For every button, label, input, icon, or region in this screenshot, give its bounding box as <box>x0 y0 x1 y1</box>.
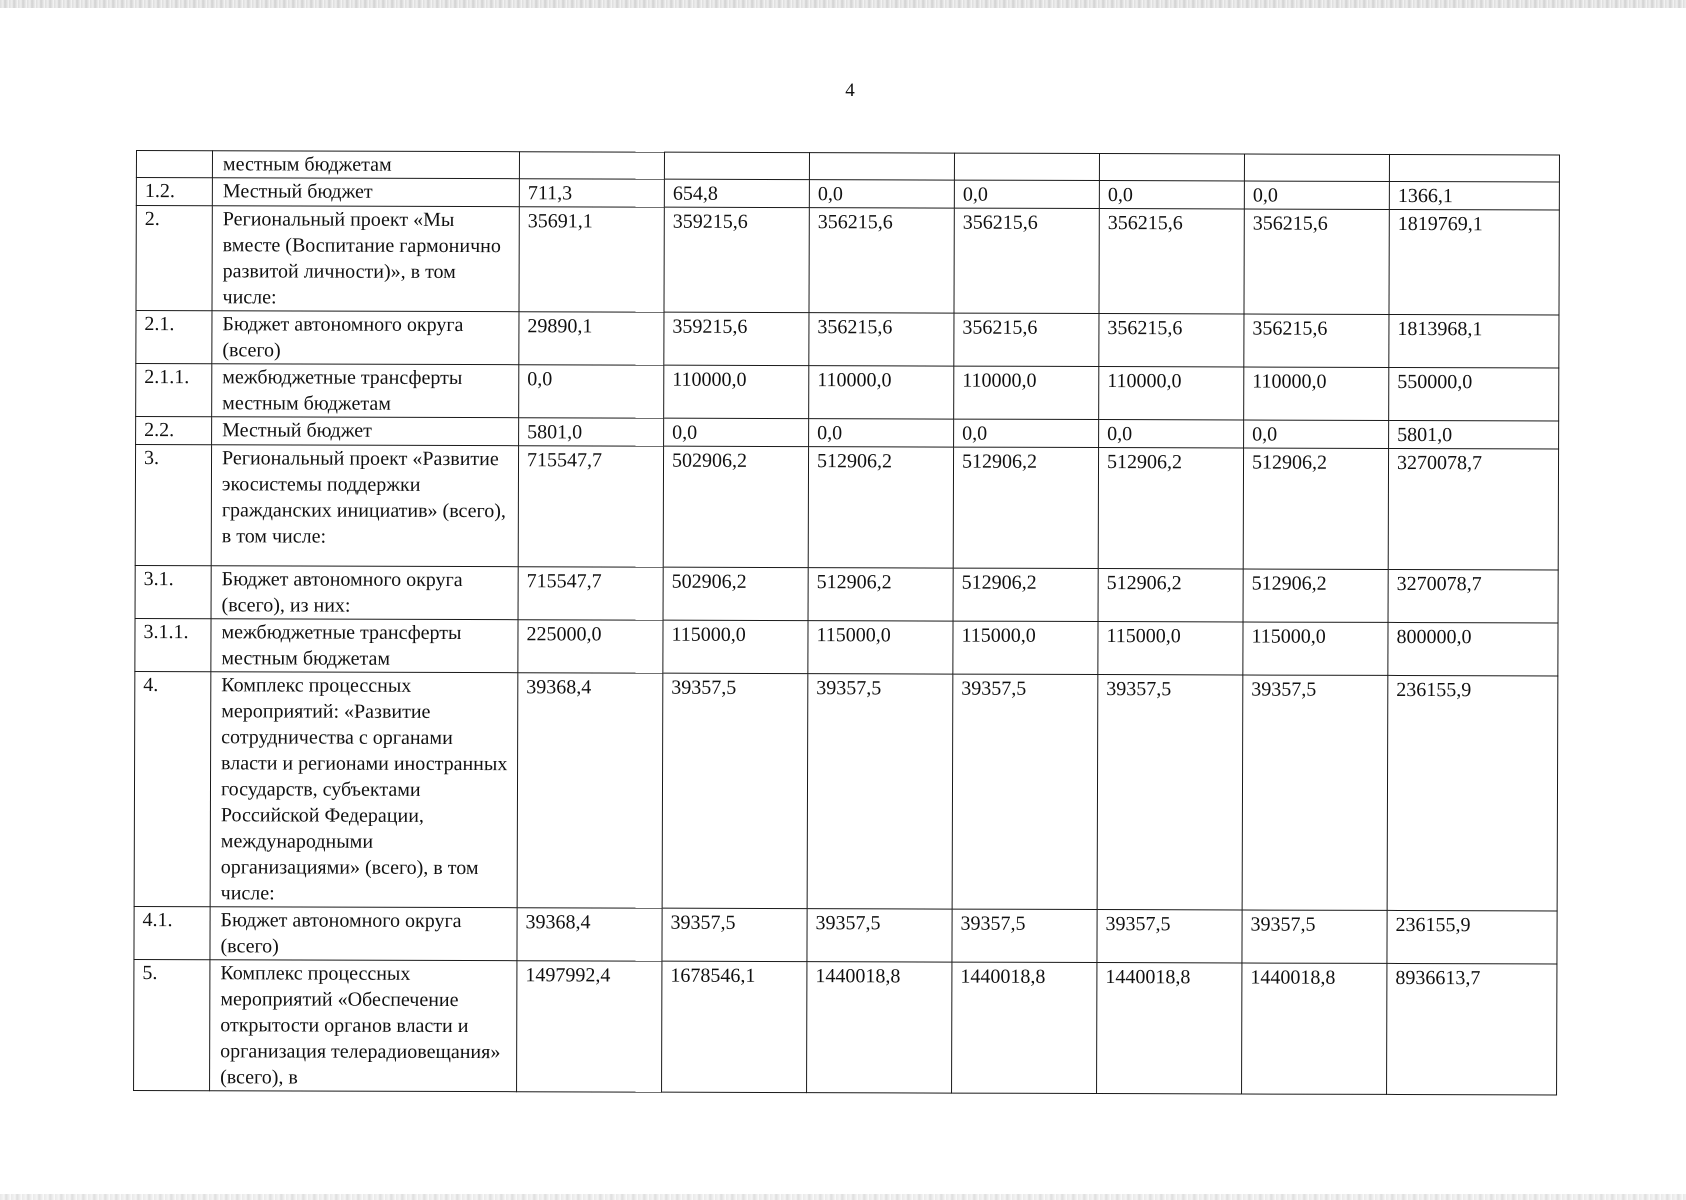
value-cell: 1440018,8 <box>952 962 1097 1093</box>
row-index: 2. <box>136 206 212 311</box>
table-row <box>136 417 1559 449</box>
table-row <box>134 959 1557 1094</box>
value-cell: 115000,0 <box>953 621 1098 674</box>
table-row <box>135 618 1558 675</box>
table-body <box>134 151 1560 1095</box>
value-cell: 39357,5 <box>1242 910 1387 963</box>
table-row <box>136 178 1559 210</box>
value-cell: 0,0 <box>954 419 1099 447</box>
value-cell: 0,0 <box>954 180 1099 208</box>
value-cell <box>1099 154 1244 181</box>
row-index: 4.1. <box>134 906 210 959</box>
value-cell: 225000,0 <box>518 620 663 673</box>
value-cell: 356215,6 <box>954 208 1099 313</box>
value-cell: 5801,0 <box>519 418 664 446</box>
value-cell: 3270078,7 <box>1388 448 1558 570</box>
row-index: 4. <box>134 671 211 906</box>
value-cell: 356215,6 <box>809 313 954 366</box>
table-row <box>136 311 1559 368</box>
value-cell: 512906,2 <box>1098 569 1243 622</box>
value-cell <box>1389 154 1559 182</box>
value-cell: 1497992,4 <box>517 961 662 1092</box>
row-name: местным бюджетам <box>212 151 519 179</box>
row-name: Местный бюджет <box>212 178 519 207</box>
row-index: 2.1. <box>136 311 212 364</box>
value-cell: 0,0 <box>1244 181 1389 209</box>
value-cell <box>519 152 664 179</box>
value-cell <box>664 152 809 179</box>
value-cell: 3270078,7 <box>1388 569 1558 623</box>
value-cell: 39357,5 <box>952 909 1097 962</box>
value-cell: 512906,2 <box>1098 448 1243 569</box>
value-cell: 654,8 <box>664 179 809 207</box>
row-name: Комплекс процессных мероприятий: «Развитие сотрудничества с органами власти и регионами иностранных государств, субъектами Российской Федерации, международными организациями» (всего), в том числе: <box>210 672 518 908</box>
table-row <box>134 671 1558 910</box>
value-cell: 0,0 <box>519 365 664 418</box>
table-row <box>136 364 1559 421</box>
value-cell: 115000,0 <box>1243 622 1388 675</box>
value-cell: 0,0 <box>809 419 954 447</box>
budget-table-wrapper <box>133 150 1559 1095</box>
value-cell: 512906,2 <box>953 568 1098 621</box>
table-row <box>136 151 1559 182</box>
budget-table <box>133 150 1560 1095</box>
value-cell: 715547,7 <box>518 446 663 567</box>
value-cell: 512906,2 <box>808 568 953 621</box>
table-row <box>136 206 1559 315</box>
row-index: 3.1. <box>135 565 211 618</box>
value-cell: 39357,5 <box>662 673 808 908</box>
value-cell: 115000,0 <box>808 621 953 674</box>
row-name: межбюджетные трансферты местным бюджетам <box>211 619 518 673</box>
value-cell: 715547,7 <box>518 567 663 620</box>
value-cell: 502906,2 <box>663 446 808 567</box>
row-name: Бюджет автономного округа (всего) <box>210 907 517 961</box>
row-index: 1.2. <box>136 178 212 206</box>
value-cell: 356215,6 <box>1244 314 1389 367</box>
row-index: 2.2. <box>136 417 212 445</box>
value-cell: 110000,0 <box>1244 367 1389 420</box>
value-cell: 115000,0 <box>1098 622 1243 675</box>
value-cell: 356215,6 <box>809 208 954 313</box>
value-cell: 550000,0 <box>1389 367 1559 421</box>
value-cell: 512906,2 <box>808 447 953 568</box>
value-cell: 110000,0 <box>664 365 809 418</box>
value-cell: 502906,2 <box>663 567 808 620</box>
value-cell: 236155,9 <box>1387 675 1558 911</box>
row-name: Бюджет автономного округа (всего), из них: <box>211 566 518 620</box>
row-index: 2.1.1. <box>136 364 212 417</box>
value-cell: 0,0 <box>1099 181 1244 209</box>
value-cell: 39368,4 <box>517 908 662 961</box>
row-name: Комплекс процессных мероприятий «Обеспечение открытости органов власти и организация телерадиовещания» (всего), в <box>210 960 517 1092</box>
scan-edge-top <box>0 0 1686 8</box>
value-cell: 359215,6 <box>664 207 809 312</box>
value-cell: 1819769,1 <box>1389 209 1559 315</box>
row-name: Местный бюджет <box>212 417 519 446</box>
value-cell: 800000,0 <box>1388 622 1558 676</box>
value-cell: 29890,1 <box>519 312 664 365</box>
row-index: 5. <box>134 959 210 1090</box>
value-cell: 0,0 <box>1244 420 1389 448</box>
table-row <box>134 906 1557 963</box>
value-cell: 512906,2 <box>1243 569 1388 622</box>
value-cell: 356215,6 <box>1099 209 1244 314</box>
value-cell: 39357,5 <box>1097 910 1242 963</box>
value-cell: 0,0 <box>809 180 954 208</box>
table-row <box>135 565 1558 622</box>
row-name: Бюджет автономного округа (всего) <box>212 311 519 365</box>
value-cell: 236155,9 <box>1387 910 1557 964</box>
value-cell: 0,0 <box>664 418 809 446</box>
value-cell: 512906,2 <box>953 447 1098 568</box>
value-cell: 39357,5 <box>662 908 807 961</box>
value-cell <box>1244 154 1389 181</box>
value-cell: 5801,0 <box>1389 420 1559 449</box>
value-cell: 359215,6 <box>664 312 809 365</box>
value-cell: 356215,6 <box>1244 209 1389 314</box>
scan-edge-bottom <box>0 1194 1686 1200</box>
value-cell: 1440018,8 <box>1097 963 1242 1094</box>
value-cell: 711,3 <box>519 179 664 207</box>
value-cell: 35691,1 <box>519 207 664 312</box>
value-cell: 39357,5 <box>807 674 953 909</box>
value-cell: 1813968,1 <box>1389 314 1559 368</box>
row-name: межбюджетные трансферты местным бюджетам <box>212 364 519 418</box>
table-row <box>135 445 1558 570</box>
value-cell: 1440018,8 <box>807 962 952 1093</box>
value-cell: 39357,5 <box>1097 675 1243 910</box>
value-cell: 8936613,7 <box>1387 963 1557 1095</box>
row-name: Региональный проект «Мы вместе (Воспитание гармонично развитой личности)», в том числе: <box>212 206 519 312</box>
value-cell: 39357,5 <box>952 674 1098 909</box>
row-index: 3.1.1. <box>135 618 211 671</box>
value-cell: 1366,1 <box>1389 181 1559 210</box>
value-cell: 356215,6 <box>1099 314 1244 367</box>
value-cell: 115000,0 <box>663 620 808 673</box>
value-cell: 110000,0 <box>954 366 1099 419</box>
value-cell: 39368,4 <box>517 673 663 908</box>
value-cell: 1440018,8 <box>1242 963 1387 1094</box>
value-cell: 39357,5 <box>807 909 952 962</box>
value-cell: 39357,5 <box>1242 675 1388 910</box>
value-cell: 1678546,1 <box>662 961 807 1092</box>
value-cell <box>954 153 1099 180</box>
value-cell <box>809 153 954 180</box>
page-number: 4 <box>845 80 855 101</box>
value-cell: 110000,0 <box>809 366 954 419</box>
value-cell: 512906,2 <box>1243 448 1388 569</box>
value-cell: 110000,0 <box>1099 367 1244 420</box>
row-name: Региональный проект «Развитие экосистемы поддержки гражданских инициатив» (всего), в том числе: <box>211 445 518 567</box>
value-cell: 0,0 <box>1099 420 1244 448</box>
value-cell: 356215,6 <box>954 313 1099 366</box>
row-index: 3. <box>135 445 211 566</box>
row-index <box>136 151 212 178</box>
